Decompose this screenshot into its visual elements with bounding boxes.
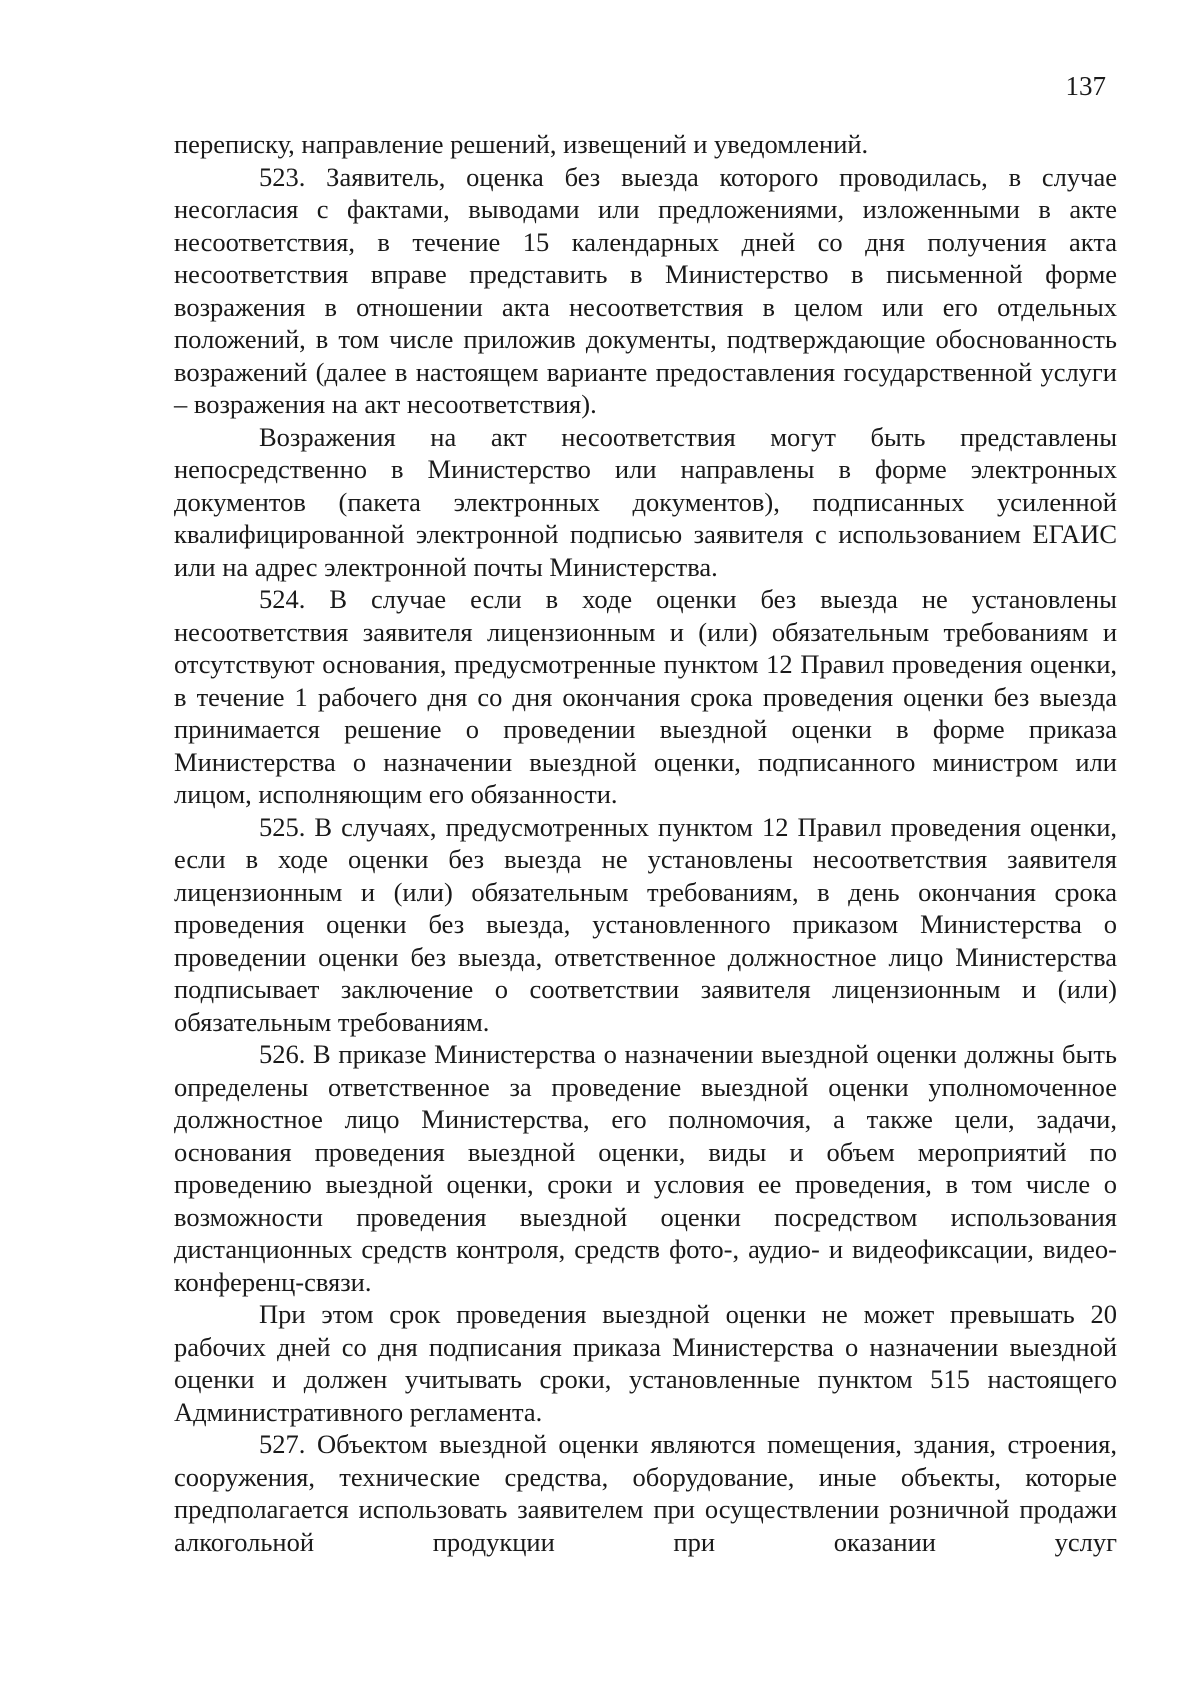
paragraph-objections: Возражения на акт несоответствия могут быть представлены непосредственно в Министерство или направлены в форме электронных документов (пакета электронных документов), подписанных усиленной квалифицированной электронной подписью заявителя с использованием ЕГАИС или на адрес электронной почты Министерства. [174, 421, 1117, 582]
paragraph-527: 527. Объектом выездной оценки являются помещения, здания, строения, сооружения, технические средства, оборудование, иные объекты, которые предполагается использовать заявителем при осуществлении розничной продажи алкогольной продукции при оказании услуг [174, 1429, 1117, 1557]
paragraph-525: 525. В случаях, предусмотренных пунктом 12 Правил проведения оценки, если в ходе оценки без выезда не установлены несоответствия заявителя лицензионным и (или) обязательным требованиям, в день окончания срока проведения оценки без выезда, установленного приказом Министерства о проведении оценки без выезда, ответственное должностное лицо Министерства подписывает заключение о соответствии заявителя лицензионным и (или) обязательным требованиям. [174, 811, 1117, 1037]
paragraph-523: 523. Заявитель, оценка без выезда которого проводилась, в случае несогласия с фактами, выводами или предложениями, изложенными в акте несоответствия, в течение 15 календарных дней со дня получения акта несоответствия вправе представить в Министерство в письменной форме возражения в отношении акта несоответствия в целом или его отдельных положений, в том числе приложив документы, подтверждающие обоснованность возражений (далее в настоящем варианте предоставления государственной услуги – возражения на акт несоответствия). [174, 161, 1117, 419]
paragraph-continuation: переписку, направление решений, извещений и уведомлений. [174, 129, 869, 159]
paragraph-term: При этом срок проведения выездной оценки не может превышать 20 рабочих дней со дня подписания приказа Министерства о назначении выездной оценки и должен учитывать сроки, установленные пунктом 515 настоящего Административного регламента. [174, 1299, 1117, 1427]
paragraph-524: 524. В случае если в ходе оценки без выезда не установлены несоответствия заявителя лицензионным и (или) обязательным требованиям и отсутствуют основания, предусмотренные пунктом 12 Правил проведения оценки, в течение 1 рабочего дня со дня окончания срока проведения оценки без выезда принимается решение о проведении выездной оценки в форме приказа Министерства о назначении выездной оценки, подписанного министром или лицом, исполняющим его обязанности. [174, 584, 1117, 809]
document-body [174, 128, 1117, 1558]
paragraph-526: 526. В приказе Министерства о назначении выездной оценки должны быть определены ответственное за проведение выездной оценки уполномоченное должностное лицо Министерства, его полномочия, а также цели, задачи, основания проведения выездной оценки, виды и объем мероприятий по проведению выездной оценки, сроки и условия ее проведения, в том числе о возможности проведения выездной оценки посредством использования дистанционных средств контроля, средств фото-, аудио- и видеофиксации, видео-конференц-связи. [174, 1039, 1117, 1297]
page-number: 137 [1065, 71, 1106, 101]
